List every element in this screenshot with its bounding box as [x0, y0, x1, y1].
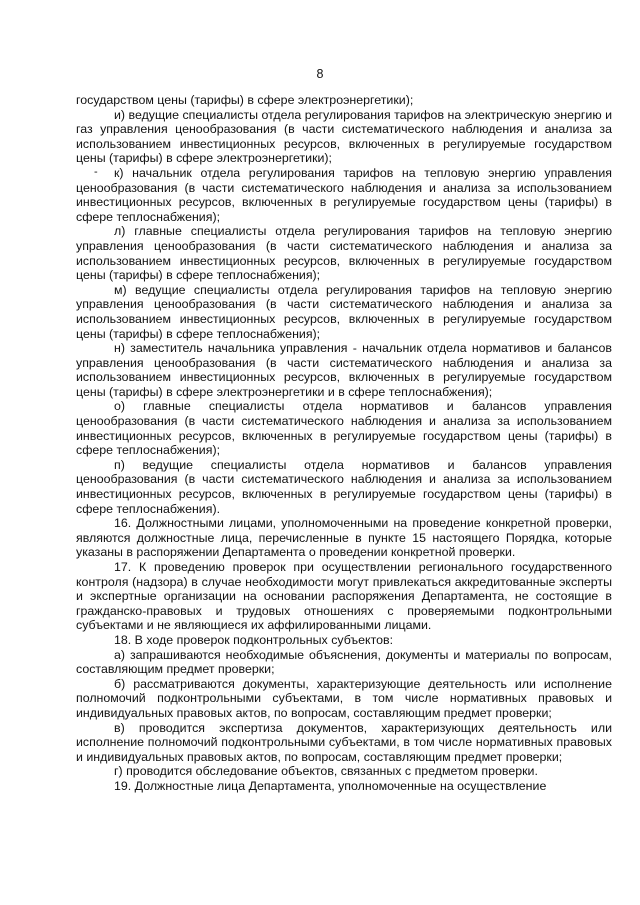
paragraph-18-v: в) проводится экспертиза документов, характеризующих деятельность или исполнение полномочий подконтрольными субъектами, в том числе нормативных правовых и индивидуальных правовых актов, по вопросам, составляющим предмет проверки; [76, 720, 612, 764]
paragraph-18-b: б) рассматриваются документы, характеризующие деятельность или исполнение полномочий подконтрольными субъектами, в том числе нормативных правовых и индивидуальных правовых актов, по вопросам, составляющим предмет проверки; [76, 676, 612, 720]
paragraph-item-n: н) заместитель начальника управления - начальник отдела нормативов и балансов управления ценообразования (в части систематического наблюдения и анализа за использованием инвестиционных ресурсов, включенных в регулируемые государством цены (тарифы) в сфере электроэнергетики и в сфере теплоснабжения); [76, 341, 612, 399]
paragraph-item-o: о) главные специалисты отдела нормативов и балансов управления ценообразования (в части систематического наблюдения и анализа за использованием инвестиционных ресурсов, включенных в регулируемые государством цены (тарифы) в сфере теплоснабжения); [76, 399, 612, 458]
paragraph-item-k: к) начальник отдела регулирования тарифов на тепловую энергию управления ценообразования (в части систематического наблюдения и анализа за использованием инвестиционных ресурсов, включенных в регулируемые государством цены (тарифы) в сфере теплоснабжения); [76, 165, 612, 224]
paragraph-16: 16. Должностными лицами, уполномоченными на проведение конкретной проверки, являются должностные лица, перечисленные в пункте 15 настоящего Порядка, которые указаны в распоряжении Департамента о проведении конкретной проверки. [76, 516, 612, 560]
margin-dash: - [94, 166, 98, 178]
paragraph-item-i: и) ведущие специалисты отдела регулирования тарифов на электрическую энергию и газ управления ценообразования (в части систематического наблюдения и анализа за использованием инвестиционных ресурсов, включенных в регулируемые государством цены (тарифы) в сфере электроэнергетики); [76, 107, 612, 166]
paragraph-item-m: м) ведущие специалисты отдела регулирования тарифов на тепловую энергию управления ценообразования (в части систематического наблюдения и анализа за использованием инвестиционных ресурсов, включенных в регулируемые государством цены (тарифы) в сфере теплоснабжения); [76, 282, 612, 341]
paragraph-item-p: п) ведущие специалисты отдела нормативов и балансов управления ценообразования (в части систематического наблюдения и анализа за использованием инвестиционных ресурсов, включенных в регулируемые государством цены (тарифы) в сфере теплоснабжения). [76, 457, 612, 516]
paragraph-item-l: л) главные специалисты отдела регулирования тарифов на тепловую энергию управления ценообразования (в части систематического наблюдения и анализа за использованием инвестиционных ресурсов, включенных в регулируемые государством цены (тарифы) в сфере теплоснабжения); [76, 224, 612, 283]
paragraph-continuation: государством цены (тарифы) в сфере электроэнергетики); [76, 93, 414, 107]
paragraph-18-a: а) запрашиваются необходимые объяснения, документы и материалы по вопросам, составляющим предмет проверки; [76, 647, 612, 677]
paragraph-19: 19. Должностные лица Департамента, уполномоченные на осуществление [114, 778, 547, 793]
paragraph-17: 17. К проведению проверок при осуществлении регионального государственного контроля (надзора) в случае необходимости могут привлекаться аккредитованные эксперты и экспертные организации на основании распоряжения Департамента, не состоящие в гражданско-правовых и трудовых отношениях с проверяемыми подконтрольными субъектами и не являющиеся их аффилированными лицами. [76, 560, 612, 633]
paragraph-18-g: г) проводится обследование объектов, связанных с предметом проверки. [114, 764, 538, 779]
paragraph-18: 18. В ходе проверок подконтрольных субъектов: [114, 632, 394, 647]
page-number: 8 [316, 67, 324, 81]
document-body [76, 93, 612, 794]
